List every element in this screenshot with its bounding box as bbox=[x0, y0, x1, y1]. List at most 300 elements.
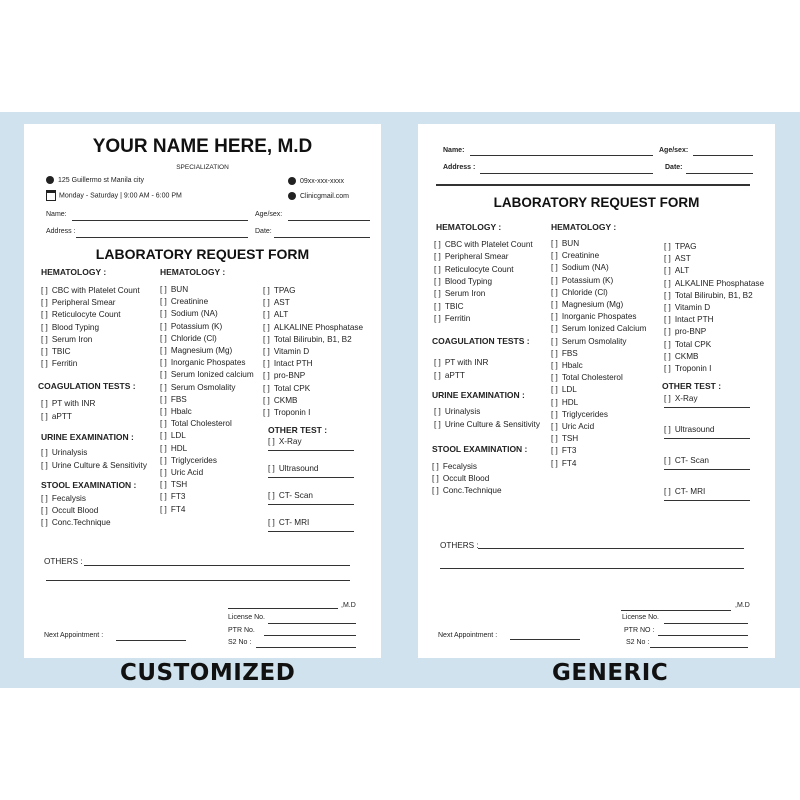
checkbox[interactable]: [ ] bbox=[664, 364, 671, 373]
test-label: BUN bbox=[170, 285, 189, 294]
phone-icon bbox=[288, 177, 296, 185]
md-label-b: ,M.D bbox=[735, 602, 750, 609]
checkbox[interactable]: [ ] bbox=[551, 434, 558, 444]
checkbox[interactable]: [ ] bbox=[551, 397, 558, 407]
checkbox[interactable]: [ ] bbox=[41, 494, 48, 503]
checkbox[interactable]: [ ] bbox=[41, 460, 48, 470]
caption-generic: GENERIC bbox=[552, 660, 669, 686]
clinic-schedule: Monday - Saturday | 9:00 AM - 6:00 PM bbox=[59, 192, 182, 200]
test-label: ALKALINE Phosphatase bbox=[674, 278, 765, 288]
test-label: LDL bbox=[170, 431, 186, 441]
checkbox[interactable]: [ ] bbox=[664, 266, 671, 276]
test-item bbox=[41, 359, 77, 368]
other-test-heading-b: OTHER TEST : bbox=[662, 381, 722, 391]
checkbox[interactable]: [ ] bbox=[434, 264, 441, 274]
checkbox[interactable]: [ ] bbox=[160, 504, 167, 514]
test-item bbox=[551, 422, 594, 431]
other-test-heading: OTHER TEST : bbox=[268, 425, 328, 435]
checkbox[interactable]: [ ] bbox=[551, 409, 558, 419]
checkbox[interactable]: [ ] bbox=[160, 394, 167, 404]
test-item bbox=[664, 327, 706, 336]
test-label: Total Cholesterol bbox=[561, 373, 623, 383]
date-line-b[interactable] bbox=[686, 173, 753, 174]
test-label: CT- MRI bbox=[278, 518, 310, 527]
test-item bbox=[268, 464, 318, 473]
test-item bbox=[434, 358, 488, 367]
test-label: Total Bilirubin, B1, B2 bbox=[273, 334, 352, 344]
test-label: Serum Osmolality bbox=[561, 336, 627, 346]
ptr-line-b[interactable] bbox=[658, 635, 748, 636]
test-label: Total CPK bbox=[273, 383, 311, 393]
test-label: ALKALINE Phosphatase bbox=[273, 322, 364, 332]
test-label: TBIC bbox=[444, 301, 464, 311]
test-label: Chloride (Cl) bbox=[170, 333, 217, 343]
checkbox[interactable]: [ ] bbox=[41, 298, 48, 308]
test-item bbox=[551, 373, 623, 382]
checkbox[interactable]: [ ] bbox=[263, 395, 270, 405]
checkbox[interactable]: [ ] bbox=[41, 506, 48, 515]
test-label: aPTT bbox=[51, 411, 72, 421]
date-label: Date: bbox=[255, 228, 272, 235]
checkbox[interactable]: [ ] bbox=[41, 334, 48, 344]
write-in-line[interactable] bbox=[664, 500, 750, 501]
name-line[interactable] bbox=[72, 220, 248, 221]
test-item bbox=[434, 252, 509, 261]
checkbox[interactable]: [ ] bbox=[41, 411, 48, 421]
checkbox[interactable]: [ ] bbox=[432, 474, 439, 484]
test-label: CBC with Platelet Count bbox=[51, 286, 140, 295]
checkbox[interactable]: [ ] bbox=[551, 300, 558, 309]
test-label: CBC with Platelet Count bbox=[444, 240, 533, 249]
test-item bbox=[263, 359, 313, 368]
checkbox[interactable]: [ ] bbox=[551, 361, 558, 370]
test-label: TSH bbox=[561, 434, 579, 444]
next-appointment-label: Next Appointment : bbox=[44, 632, 104, 639]
test-item bbox=[160, 370, 254, 379]
test-item bbox=[263, 347, 309, 356]
location-pin-icon bbox=[46, 176, 54, 184]
checkbox[interactable]: [ ] bbox=[434, 301, 441, 311]
checkbox[interactable]: [ ] bbox=[160, 419, 167, 429]
test-item bbox=[551, 446, 576, 455]
test-label: Potassium (K) bbox=[170, 321, 223, 331]
checkbox[interactable]: [ ] bbox=[432, 462, 439, 471]
test-label: Hbalc bbox=[561, 361, 583, 370]
checkbox[interactable]: [ ] bbox=[268, 464, 275, 473]
test-item bbox=[664, 303, 710, 312]
checkbox[interactable]: [ ] bbox=[263, 298, 270, 308]
write-in-line[interactable] bbox=[664, 407, 750, 408]
test-item bbox=[551, 239, 579, 248]
checkbox[interactable]: [ ] bbox=[434, 276, 441, 286]
test-item bbox=[664, 340, 711, 349]
test-item bbox=[263, 298, 290, 307]
checkbox[interactable]: [ ] bbox=[434, 313, 441, 323]
test-item bbox=[551, 385, 577, 394]
test-label: AST bbox=[273, 298, 290, 308]
address-line[interactable] bbox=[76, 237, 248, 238]
checkbox[interactable]: [ ] bbox=[434, 419, 441, 429]
test-item bbox=[263, 286, 296, 295]
checkbox[interactable]: [ ] bbox=[664, 278, 671, 288]
test-label: Urine Culture & Sensitivity bbox=[51, 460, 147, 470]
test-label: Occult Blood bbox=[442, 474, 490, 484]
test-label: Potassium (K) bbox=[561, 275, 614, 285]
checkbox[interactable]: [ ] bbox=[160, 443, 167, 453]
license-label: License No. bbox=[228, 614, 265, 621]
checkbox[interactable]: [ ] bbox=[434, 358, 441, 367]
test-label: TBIC bbox=[51, 347, 71, 356]
checkbox[interactable]: [ ] bbox=[434, 240, 441, 249]
test-label: Reticulocyte Count bbox=[51, 310, 121, 320]
test-label: Peripheral Smear bbox=[444, 252, 509, 262]
checkbox[interactable]: [ ] bbox=[263, 408, 270, 417]
checkbox[interactable]: [ ] bbox=[664, 456, 671, 465]
test-item bbox=[664, 425, 714, 434]
checkbox[interactable]: [ ] bbox=[160, 455, 167, 465]
checkbox[interactable]: [ ] bbox=[551, 373, 558, 383]
test-item bbox=[41, 506, 98, 515]
checkbox[interactable]: [ ] bbox=[551, 458, 558, 468]
checkbox[interactable]: [ ] bbox=[160, 358, 167, 368]
checkbox[interactable]: [ ] bbox=[263, 286, 270, 295]
test-label: CT- MRI bbox=[674, 487, 706, 496]
test-item bbox=[160, 334, 217, 343]
test-item bbox=[432, 462, 477, 471]
checkbox[interactable]: [ ] bbox=[263, 322, 270, 332]
others-line-b-1[interactable] bbox=[478, 548, 744, 549]
test-label: Magnesium (Mg) bbox=[561, 300, 624, 309]
checkbox[interactable]: [ ] bbox=[41, 359, 48, 369]
test-item bbox=[551, 434, 578, 443]
doctor-name: YOUR NAME HERE, M.D bbox=[92, 136, 313, 157]
checkbox[interactable]: [ ] bbox=[263, 334, 270, 344]
test-item bbox=[160, 444, 187, 453]
s2-label: S2 No : bbox=[228, 639, 252, 646]
test-label: TSH bbox=[170, 480, 188, 490]
schedule-info bbox=[46, 190, 182, 201]
test-item bbox=[664, 352, 698, 361]
write-in-line[interactable] bbox=[664, 469, 750, 470]
checkbox[interactable]: [ ] bbox=[432, 486, 439, 496]
checkbox[interactable]: [ ] bbox=[664, 327, 671, 337]
test-label: aPTT bbox=[444, 370, 465, 380]
header-divider bbox=[436, 184, 750, 186]
test-item bbox=[160, 346, 232, 355]
generic-form-sheet bbox=[418, 124, 775, 658]
test-label: Creatinine bbox=[561, 251, 600, 261]
test-item bbox=[551, 288, 608, 297]
checkbox[interactable]: [ ] bbox=[263, 359, 270, 369]
license-line-b[interactable] bbox=[664, 623, 748, 624]
checkbox[interactable]: [ ] bbox=[160, 333, 167, 343]
checkbox[interactable]: [ ] bbox=[551, 287, 558, 297]
test-label: Urine Culture & Sensitivity bbox=[444, 419, 540, 429]
checkbox[interactable]: [ ] bbox=[268, 518, 275, 527]
test-label: Troponin I bbox=[674, 364, 712, 373]
checkbox[interactable]: [ ] bbox=[434, 370, 441, 380]
checkbox[interactable]: [ ] bbox=[551, 385, 558, 395]
test-item bbox=[160, 322, 222, 331]
test-item bbox=[263, 323, 363, 332]
test-item bbox=[551, 324, 646, 333]
test-label: LDL bbox=[561, 385, 577, 395]
checkbox[interactable]: [ ] bbox=[664, 487, 671, 496]
write-in-line[interactable] bbox=[268, 531, 354, 532]
checkbox[interactable]: [ ] bbox=[551, 312, 558, 322]
email-info bbox=[288, 192, 349, 200]
others-line-2[interactable] bbox=[46, 580, 350, 581]
address-info bbox=[46, 176, 144, 184]
test-label: HDL bbox=[170, 443, 188, 453]
checkbox[interactable]: [ ] bbox=[664, 315, 671, 325]
checkbox[interactable]: [ ] bbox=[41, 399, 48, 408]
age-sex-label-b: Age/sex: bbox=[659, 147, 689, 154]
write-in-line[interactable] bbox=[268, 504, 354, 505]
test-item bbox=[160, 431, 186, 440]
test-item bbox=[664, 266, 689, 275]
checkbox[interactable]: [ ] bbox=[664, 425, 671, 434]
age-sex-line[interactable] bbox=[288, 220, 370, 221]
test-item bbox=[160, 505, 185, 514]
test-label: Sodium (NA) bbox=[170, 309, 218, 319]
test-item bbox=[41, 298, 116, 307]
test-label: CKMB bbox=[273, 395, 298, 405]
test-item bbox=[41, 399, 95, 408]
test-item bbox=[41, 286, 140, 295]
test-item bbox=[664, 364, 711, 373]
test-label: Blood Typing bbox=[51, 322, 100, 332]
form-title: LABORATORY REQUEST FORM bbox=[95, 246, 310, 262]
test-label: Ferritin bbox=[444, 313, 471, 323]
checkbox[interactable]: [ ] bbox=[41, 322, 48, 332]
checkbox[interactable]: [ ] bbox=[551, 348, 558, 358]
test-item bbox=[41, 494, 86, 503]
checkbox[interactable]: [ ] bbox=[551, 422, 558, 431]
test-label: TPAG bbox=[674, 242, 697, 251]
others-label-b: OTHERS : bbox=[440, 541, 479, 550]
test-item bbox=[263, 384, 310, 393]
test-item bbox=[664, 487, 705, 496]
checkbox[interactable]: [ ] bbox=[263, 371, 270, 381]
checkbox[interactable]: [ ] bbox=[160, 480, 167, 490]
test-label: Reticulocyte Count bbox=[444, 264, 514, 274]
test-item bbox=[664, 394, 698, 403]
checkbox[interactable]: [ ] bbox=[263, 383, 270, 393]
next-appointment-label-b: Next Appointment : bbox=[438, 632, 498, 639]
test-item bbox=[551, 337, 626, 346]
test-item bbox=[551, 459, 576, 468]
test-label: Serum Iron bbox=[51, 334, 93, 344]
specialization: SPECIALIZATION bbox=[176, 164, 229, 171]
checkbox[interactable]: [ ] bbox=[41, 286, 48, 295]
others-label: OTHERS : bbox=[44, 557, 83, 566]
test-label: PT with INR bbox=[51, 399, 96, 408]
address-line-b[interactable] bbox=[480, 173, 653, 174]
checkbox[interactable]: [ ] bbox=[160, 309, 167, 319]
phone-info bbox=[288, 177, 344, 185]
test-item bbox=[551, 361, 583, 370]
write-in-line[interactable] bbox=[268, 477, 354, 478]
test-label: Hbalc bbox=[170, 407, 192, 416]
test-item bbox=[263, 371, 305, 380]
clinic-phone: 09xx-xxx-xxxx bbox=[300, 177, 344, 185]
checkbox[interactable]: [ ] bbox=[664, 290, 671, 300]
test-label: Vitamin D bbox=[273, 347, 310, 356]
checkbox[interactable]: [ ] bbox=[160, 468, 167, 477]
test-item bbox=[664, 279, 764, 288]
urine-heading: URINE EXAMINATION : bbox=[41, 432, 134, 442]
test-label: Serum Ionized calcium bbox=[170, 370, 254, 380]
test-label: AST bbox=[674, 254, 691, 264]
checkbox[interactable]: [ ] bbox=[41, 347, 48, 356]
checkbox[interactable]: [ ] bbox=[434, 252, 441, 262]
age-sex-label: Age/sex: bbox=[255, 211, 283, 218]
checkbox[interactable]: [ ] bbox=[664, 339, 671, 349]
checkbox[interactable]: [ ] bbox=[664, 242, 671, 251]
license-line[interactable] bbox=[268, 623, 356, 624]
test-label: Inorganic Phospates bbox=[170, 358, 246, 368]
test-label: FT4 bbox=[561, 458, 577, 468]
stool-heading-b: STOOL EXAMINATION : bbox=[432, 444, 528, 454]
test-item bbox=[41, 448, 87, 457]
test-label: FBS bbox=[170, 394, 187, 404]
test-item bbox=[41, 310, 121, 319]
test-item bbox=[160, 480, 187, 489]
checkbox[interactable]: [ ] bbox=[664, 303, 671, 312]
test-label: Troponin I bbox=[273, 408, 311, 417]
test-label: X-Ray bbox=[674, 394, 698, 403]
checkbox[interactable]: [ ] bbox=[263, 347, 270, 356]
test-item bbox=[434, 407, 480, 416]
test-item bbox=[551, 300, 623, 309]
checkbox[interactable]: [ ] bbox=[434, 407, 441, 416]
test-item bbox=[160, 419, 232, 428]
test-label: BUN bbox=[561, 239, 580, 248]
test-item bbox=[551, 263, 609, 272]
clinic-address: 125 Guillermo st Manila city bbox=[58, 176, 144, 184]
hematology-heading-2: HEMATOLOGY : bbox=[160, 267, 226, 277]
hematology-heading-b-2: HEMATOLOGY : bbox=[551, 222, 617, 232]
ptr-line[interactable] bbox=[264, 635, 356, 636]
test-label: Ultrasound bbox=[674, 425, 715, 434]
clinic-email: Clinicgmail.com bbox=[300, 192, 350, 200]
checkbox[interactable]: [ ] bbox=[160, 431, 167, 441]
write-in-line[interactable] bbox=[268, 450, 354, 451]
test-label: HDL bbox=[561, 397, 579, 407]
checkbox[interactable]: [ ] bbox=[160, 492, 167, 502]
others-line-b-2[interactable] bbox=[440, 568, 744, 569]
test-item bbox=[434, 277, 492, 286]
test-item bbox=[432, 474, 489, 483]
test-item bbox=[434, 420, 540, 429]
checkbox[interactable]: [ ] bbox=[268, 437, 275, 446]
checkbox[interactable]: [ ] bbox=[263, 310, 270, 320]
test-item bbox=[160, 395, 187, 404]
checkbox[interactable]: [ ] bbox=[664, 254, 671, 264]
age-sex-line-b[interactable] bbox=[693, 155, 753, 156]
checkbox[interactable]: [ ] bbox=[41, 448, 48, 457]
next-appointment-line-b[interactable] bbox=[510, 639, 580, 640]
checkbox[interactable]: [ ] bbox=[160, 346, 167, 355]
test-label: Uric Acid bbox=[170, 468, 204, 477]
next-appointment-line[interactable] bbox=[116, 640, 186, 641]
test-item bbox=[41, 461, 147, 470]
checkbox[interactable]: [ ] bbox=[160, 370, 167, 380]
s2-line-b[interactable] bbox=[650, 647, 748, 648]
test-item bbox=[434, 371, 465, 380]
test-label: Serum Osmolality bbox=[170, 382, 236, 392]
test-item bbox=[664, 242, 697, 251]
checkbox[interactable]: [ ] bbox=[551, 336, 558, 346]
checkbox[interactable]: [ ] bbox=[664, 394, 671, 403]
test-label: Conc.Technique bbox=[51, 518, 111, 527]
test-item bbox=[268, 491, 313, 500]
test-label: Peripheral Smear bbox=[51, 298, 116, 308]
test-label: FT3 bbox=[561, 446, 577, 456]
test-item bbox=[434, 265, 514, 274]
test-item bbox=[41, 412, 72, 421]
checkbox[interactable]: [ ] bbox=[551, 263, 558, 273]
test-label: Magnesium (Mg) bbox=[170, 346, 233, 355]
test-item bbox=[434, 314, 470, 323]
test-label: Fecalysis bbox=[442, 462, 477, 471]
address-label: Address : bbox=[46, 228, 76, 235]
stool-heading: STOOL EXAMINATION : bbox=[41, 480, 137, 490]
signature-line[interactable] bbox=[228, 608, 338, 609]
s2-line[interactable] bbox=[256, 647, 356, 648]
checkbox[interactable]: [ ] bbox=[551, 251, 558, 261]
ptr-label-b: PTR NO : bbox=[624, 627, 655, 634]
email-icon bbox=[288, 192, 296, 200]
test-label: Sodium (NA) bbox=[561, 263, 609, 273]
test-item bbox=[434, 302, 463, 311]
test-label: Triglycerides bbox=[170, 455, 217, 465]
others-line-1[interactable] bbox=[84, 565, 350, 566]
test-label: Total Cholesterol bbox=[170, 419, 232, 429]
checkbox[interactable]: [ ] bbox=[41, 518, 48, 527]
calendar-icon bbox=[46, 190, 56, 201]
test-label: Uric Acid bbox=[561, 422, 595, 431]
test-label: pro-BNP bbox=[273, 371, 306, 381]
test-item bbox=[268, 437, 302, 446]
checkbox[interactable]: [ ] bbox=[160, 382, 167, 392]
coagulation-heading: COAGULATION TESTS : bbox=[38, 381, 136, 391]
test-item bbox=[160, 297, 208, 306]
checkbox[interactable]: [ ] bbox=[160, 407, 167, 416]
checkbox[interactable]: [ ] bbox=[551, 275, 558, 285]
test-item bbox=[41, 518, 111, 527]
test-label: pro-BNP bbox=[674, 327, 707, 337]
checkbox[interactable]: [ ] bbox=[434, 289, 441, 299]
checkbox[interactable]: [ ] bbox=[551, 446, 558, 456]
test-label: Chloride (Cl) bbox=[561, 287, 608, 297]
ptr-label: PTR No. bbox=[228, 627, 255, 634]
checkbox[interactable]: [ ] bbox=[160, 285, 167, 294]
name-line-b[interactable] bbox=[470, 155, 653, 156]
signature-line-b[interactable] bbox=[621, 610, 731, 611]
date-line[interactable] bbox=[274, 237, 370, 238]
checkbox[interactable]: [ ] bbox=[551, 239, 558, 248]
checkbox[interactable]: [ ] bbox=[160, 321, 167, 331]
checkbox[interactable]: [ ] bbox=[160, 297, 167, 307]
checkbox[interactable]: [ ] bbox=[551, 324, 558, 334]
checkbox[interactable]: [ ] bbox=[41, 310, 48, 320]
write-in-line[interactable] bbox=[664, 438, 750, 439]
checkbox[interactable]: [ ] bbox=[268, 491, 275, 500]
checkbox[interactable]: [ ] bbox=[664, 351, 671, 361]
test-item bbox=[551, 349, 578, 358]
